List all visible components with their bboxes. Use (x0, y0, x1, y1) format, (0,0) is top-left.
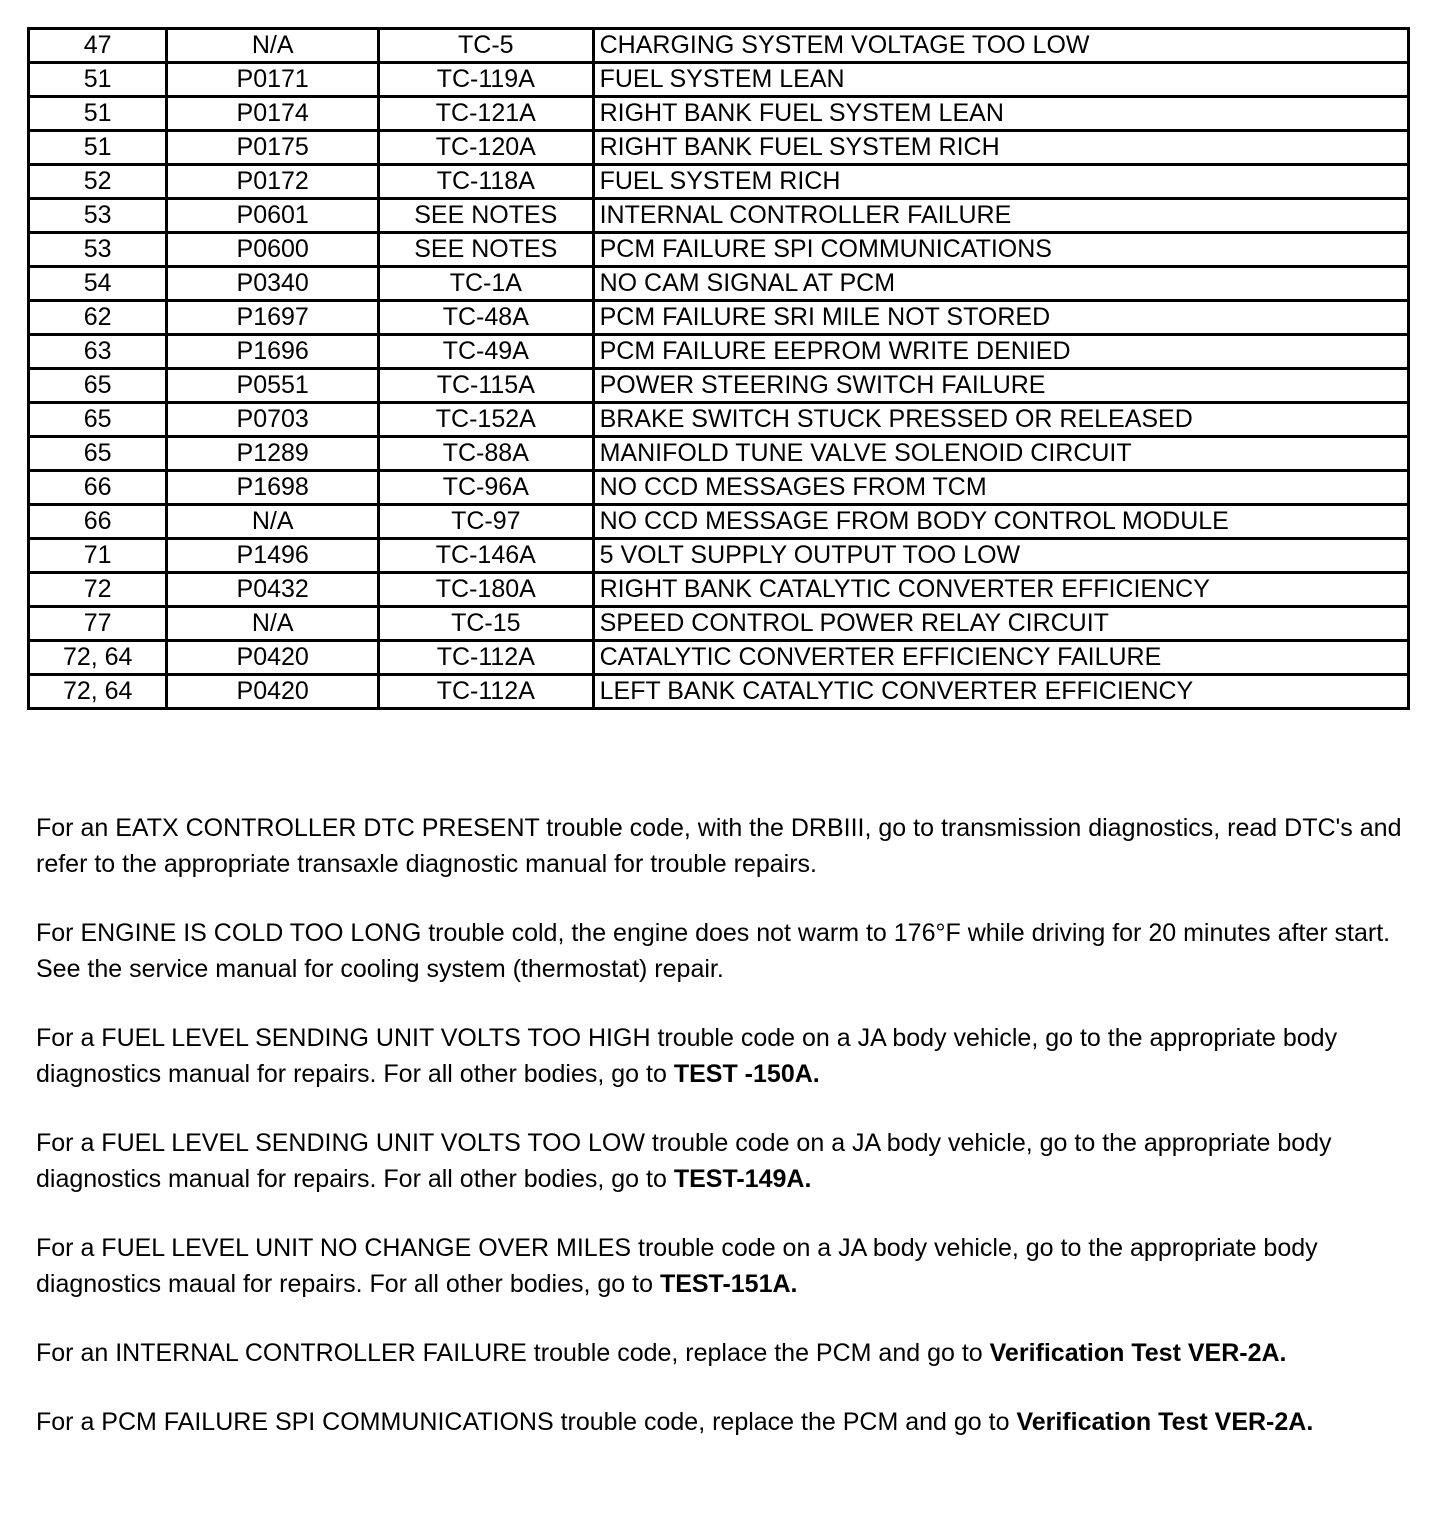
test-cell: TC-49A (379, 335, 594, 369)
dtc-cell: P1696 (167, 335, 379, 369)
description-cell: SPEED CONTROL POWER RELAY CIRCUIT (593, 607, 1408, 641)
code-cell: 53 (29, 199, 167, 233)
code-cell: 77 (29, 607, 167, 641)
dtc-cell: P0703 (167, 403, 379, 437)
test-cell: TC-115A (379, 369, 594, 403)
note-paragraph (36, 810, 1416, 882)
dtc-cell: N/A (167, 607, 379, 641)
test-cell: TC-1A (379, 267, 594, 301)
description-cell: BRAKE SWITCH STUCK PRESSED OR RELEASED (593, 403, 1408, 437)
code-cell: 65 (29, 403, 167, 437)
test-cell: TC-5 (379, 29, 594, 63)
table-row (29, 539, 1409, 573)
test-cell: TC-118A (379, 165, 594, 199)
trouble-code-table (27, 27, 1410, 710)
code-cell: 72, 64 (29, 641, 167, 675)
description-cell: CHARGING SYSTEM VOLTAGE TOO LOW (593, 29, 1408, 63)
dtc-cell: P0340 (167, 267, 379, 301)
code-cell: 66 (29, 505, 167, 539)
description-cell: LEFT BANK CATALYTIC CONVERTER EFFICIENCY (593, 675, 1408, 709)
note-bold-text: TEST-149A. (673, 1165, 812, 1193)
note-paragraph (36, 1335, 1416, 1371)
description-cell: MANIFOLD TUNE VALVE SOLENOID CIRCUIT (593, 437, 1408, 471)
description-cell: FUEL SYSTEM RICH (593, 165, 1408, 199)
note-text: For an EATX CONTROLLER DTC PRESENT trouble code, with the DRBIII, go to transmission diagnostics, read DTC's and refer to the appropriate transaxle diagnostic manual for trouble repairs. (36, 814, 1402, 878)
note-paragraph (36, 1230, 1416, 1302)
table-row (29, 199, 1409, 233)
table-row (29, 335, 1409, 369)
dtc-cell: P0432 (167, 573, 379, 607)
code-cell: 65 (29, 437, 167, 471)
note-text: For a FUEL LEVEL UNIT NO CHANGE OVER MILES trouble code on a JA body vehicle, go to the appropriate body diagnostics maual for repairs. For all other bodies, go to (36, 1234, 1318, 1298)
note-paragraph (36, 1404, 1416, 1440)
note-paragraph (36, 1020, 1416, 1092)
code-cell: 62 (29, 301, 167, 335)
dtc-cell: P1698 (167, 471, 379, 505)
test-cell: TC-121A (379, 97, 594, 131)
table-row (29, 437, 1409, 471)
note-paragraph (36, 915, 1416, 987)
code-cell: 53 (29, 233, 167, 267)
table-row (29, 675, 1409, 709)
description-cell: FUEL SYSTEM LEAN (593, 63, 1408, 97)
description-cell: PCM FAILURE SRI MILE NOT STORED (593, 301, 1408, 335)
table-row (29, 573, 1409, 607)
test-cell: SEE NOTES (379, 233, 594, 267)
dtc-cell: P0172 (167, 165, 379, 199)
description-cell: POWER STEERING SWITCH FAILURE (593, 369, 1408, 403)
table-row (29, 471, 1409, 505)
table-row (29, 165, 1409, 199)
table-row (29, 63, 1409, 97)
note-paragraph (36, 1125, 1416, 1197)
description-cell: INTERNAL CONTROLLER FAILURE (593, 199, 1408, 233)
description-cell: NO CCD MESSAGES FROM TCM (593, 471, 1408, 505)
table-row (29, 131, 1409, 165)
test-cell: TC-119A (379, 63, 594, 97)
note-text: For a FUEL LEVEL SENDING UNIT VOLTS TOO HIGH trouble code on a JA body vehicle, go to the appropriate body diagnostics manual for repairs. For all other bodies, go to (36, 1024, 1338, 1088)
code-cell: 63 (29, 335, 167, 369)
description-cell: PCM FAILURE SPI COMMUNICATIONS (593, 233, 1408, 267)
code-cell: 72 (29, 573, 167, 607)
test-cell: TC-120A (379, 131, 594, 165)
description-cell: CATALYTIC CONVERTER EFFICIENCY FAILURE (593, 641, 1408, 675)
dtc-cell: P0174 (167, 97, 379, 131)
test-cell: TC-152A (379, 403, 594, 437)
description-cell: PCM FAILURE EEPROM WRITE DENIED (593, 335, 1408, 369)
code-cell: 72, 64 (29, 675, 167, 709)
code-cell: 51 (29, 63, 167, 97)
code-cell: 51 (29, 131, 167, 165)
note-bold-text: TEST -150A. (673, 1060, 820, 1088)
notes-section (27, 810, 1416, 1440)
note-bold-text: Verification Test VER-2A. (989, 1339, 1287, 1367)
description-cell: 5 VOLT SUPPLY OUTPUT TOO LOW (593, 539, 1408, 573)
description-cell: NO CCD MESSAGE FROM BODY CONTROL MODULE (593, 505, 1408, 539)
dtc-cell: P1697 (167, 301, 379, 335)
note-bold-text: Verification Test VER-2A. (1016, 1408, 1314, 1436)
test-cell: TC-180A (379, 573, 594, 607)
code-cell: 54 (29, 267, 167, 301)
test-cell: SEE NOTES (379, 199, 594, 233)
note-bold-text: TEST-151A. (659, 1270, 798, 1298)
table-row (29, 267, 1409, 301)
code-cell: 52 (29, 165, 167, 199)
dtc-cell: N/A (167, 29, 379, 63)
dtc-cell: P0175 (167, 131, 379, 165)
test-cell: TC-48A (379, 301, 594, 335)
dtc-cell: N/A (167, 505, 379, 539)
note-text: For ENGINE IS COLD TOO LONG trouble cold, the engine does not warm to 176°F while driving for 20 minutes after start. See the service manual for cooling system (thermostat) repair. (36, 919, 1391, 983)
dtc-cell: P0420 (167, 641, 379, 675)
code-cell: 47 (29, 29, 167, 63)
table-row (29, 403, 1409, 437)
table-row (29, 301, 1409, 335)
test-cell: TC-112A (379, 675, 594, 709)
table-row (29, 607, 1409, 641)
code-cell: 66 (29, 471, 167, 505)
test-cell: TC-88A (379, 437, 594, 471)
test-cell: TC-97 (379, 505, 594, 539)
description-cell: RIGHT BANK CATALYTIC CONVERTER EFFICIENCY (593, 573, 1408, 607)
description-cell: RIGHT BANK FUEL SYSTEM LEAN (593, 97, 1408, 131)
description-cell: RIGHT BANK FUEL SYSTEM RICH (593, 131, 1408, 165)
table-row (29, 97, 1409, 131)
dtc-cell: P0600 (167, 233, 379, 267)
dtc-cell: P0551 (167, 369, 379, 403)
dtc-cell: P0601 (167, 199, 379, 233)
table-row (29, 233, 1409, 267)
dtc-cell: P0171 (167, 63, 379, 97)
dtc-cell: P1289 (167, 437, 379, 471)
dtc-cell: P1496 (167, 539, 379, 573)
test-cell: TC-146A (379, 539, 594, 573)
note-text: For an INTERNAL CONTROLLER FAILURE trouble code, replace the PCM and go to (36, 1339, 990, 1367)
code-cell: 65 (29, 369, 167, 403)
table-row (29, 641, 1409, 675)
dtc-cell: P0420 (167, 675, 379, 709)
code-cell: 71 (29, 539, 167, 573)
table-row (29, 29, 1409, 63)
test-cell: TC-96A (379, 471, 594, 505)
description-cell: NO CAM SIGNAL AT PCM (593, 267, 1408, 301)
table-row (29, 369, 1409, 403)
table-row (29, 505, 1409, 539)
note-text: For a FUEL LEVEL SENDING UNIT VOLTS TOO LOW trouble code on a JA body vehicle, go to the appropriate body diagnostics manual for repairs. For all other bodies, go to (36, 1129, 1332, 1193)
test-cell: TC-15 (379, 607, 594, 641)
test-cell: TC-112A (379, 641, 594, 675)
table-body (29, 29, 1409, 709)
code-cell: 51 (29, 97, 167, 131)
note-text: For a PCM FAILURE SPI COMMUNICATIONS trouble code, replace the PCM and go to (36, 1408, 1017, 1436)
